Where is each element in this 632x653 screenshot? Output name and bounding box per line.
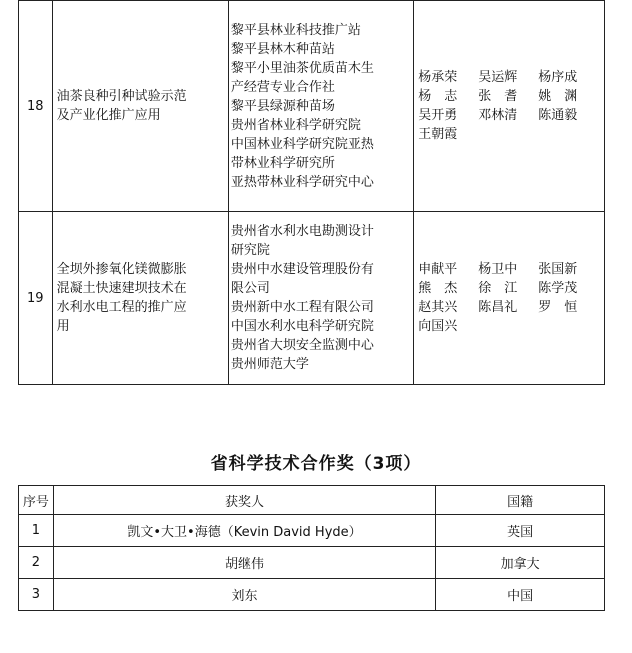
person-name: 吴运辉: [478, 70, 518, 85]
person-name: 杨承荣: [418, 70, 458, 85]
person-name: 申献平: [418, 262, 458, 277]
person-name: 陈通毅: [538, 108, 578, 123]
person-name: 杨 志: [418, 89, 458, 104]
person-name: 陈昌礼: [478, 300, 518, 315]
unit-line: 中国水利水电科学研究院: [230, 319, 374, 334]
person-name: 赵其兴: [418, 300, 458, 315]
unit-line: 限公司: [230, 281, 270, 296]
unit-line: 带林业科学研究所: [230, 155, 335, 171]
unit-line: 贵州省林业科学研究院: [230, 117, 361, 133]
project-line: 水利水电工程的推广应: [56, 300, 187, 315]
people-line: [418, 298, 600, 317]
people-line: [418, 106, 600, 125]
awardee-name: 刘东: [53, 579, 435, 611]
project-line: 油茶良种引种试验示范: [56, 89, 187, 104]
table-row: [19, 212, 605, 385]
project-name: [52, 1, 228, 212]
people-line: [418, 68, 600, 87]
nationality: 英国: [436, 515, 605, 547]
people-line: [418, 87, 600, 106]
row-number: 19: [19, 212, 53, 385]
person-name: 姚 渊: [538, 89, 578, 104]
units-cell: [228, 1, 413, 212]
person-name: 杨卫中: [478, 262, 518, 277]
row-number: 1: [19, 515, 54, 547]
project-line: 全坝外掺氧化镁微膨胀: [56, 262, 187, 277]
unit-line: 黎平县林木种苗站: [230, 41, 335, 57]
table-row: [19, 1, 605, 212]
table-row: [19, 579, 605, 611]
person-name: 王朝霞: [418, 127, 458, 142]
people-cell: [414, 212, 605, 385]
row-number: 3: [19, 579, 54, 611]
column-header-number: 序号: [19, 486, 54, 515]
unit-line: 贵州新中水工程有限公司: [230, 300, 374, 315]
unit-line: 研究院: [230, 243, 270, 258]
project-line: 混凝土快速建坝技术在: [56, 281, 187, 296]
project-line: 用: [56, 319, 70, 334]
column-header-awardee: 获奖人: [53, 486, 435, 515]
table-header-row: [19, 486, 605, 515]
people-line: [418, 260, 600, 279]
cooperation-award-table: [18, 485, 605, 611]
people-line: [418, 279, 600, 298]
unit-line: 产经营专业合作社: [230, 79, 335, 95]
row-number: 2: [19, 547, 54, 579]
nationality: 加拿大: [436, 547, 605, 579]
awardee-name: 胡继伟: [53, 547, 435, 579]
unit-line: 贵州省水利水电勘测设计: [230, 224, 374, 239]
row-number: 18: [19, 1, 53, 212]
unit-line: 黎平县林业科技推广站: [230, 22, 361, 38]
person-name: 杨序成: [538, 70, 578, 85]
project-line: 及产业化推广应用: [56, 108, 161, 123]
unit-line: 贵州中水建设管理股份有: [230, 262, 374, 277]
person-name: 罗 恒: [538, 300, 578, 315]
person-name: 向国兴: [418, 319, 458, 334]
column-header-nationality: 国籍: [436, 486, 605, 515]
unit-line: 黎平小里油茶优质苗木生: [230, 60, 374, 76]
person-name: 张国新: [538, 262, 578, 277]
units-cell: [228, 212, 413, 385]
person-name: 吴开勇: [418, 108, 458, 123]
person-name: 徐 江: [478, 281, 518, 296]
awards-table: [18, 0, 605, 385]
people-line: [418, 317, 600, 336]
people-line: [418, 125, 600, 144]
unit-line: 中国林业科学研究院亚热: [230, 136, 374, 152]
unit-line: 贵州省大坝安全监测中心: [230, 338, 374, 353]
awardee-name: 凯文•大卫•海德（Kevin David Hyde）: [53, 515, 435, 547]
section-title: 省科学技术合作奖（3项）: [210, 454, 422, 474]
table-row: [19, 515, 605, 547]
person-name: 陈学茂: [538, 281, 578, 296]
project-name: [52, 212, 228, 385]
table-row: [19, 547, 605, 579]
person-name: 张 耆: [478, 89, 518, 104]
unit-line: 贵州师范大学: [230, 357, 309, 372]
nationality: 中国: [436, 579, 605, 611]
person-name: 邓林清: [478, 108, 518, 123]
unit-line: 黎平县绿源种苗场: [230, 98, 335, 114]
person-name: 熊 杰: [418, 281, 458, 296]
unit-line: 亚热带林业科学研究中心: [230, 174, 374, 190]
people-cell: [414, 1, 605, 212]
